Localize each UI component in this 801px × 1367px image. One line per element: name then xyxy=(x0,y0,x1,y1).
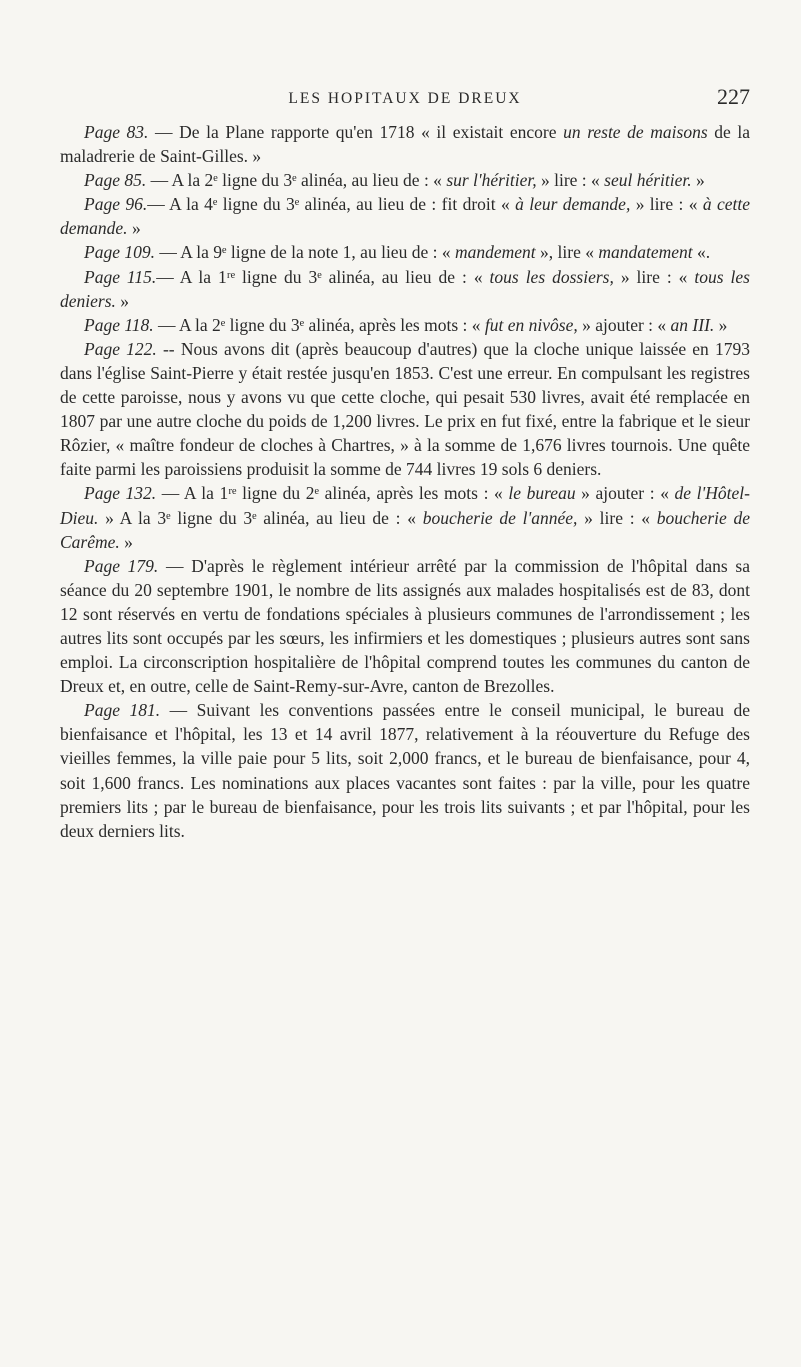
erratum-page-109: Page 109. — A la 9ᵉ ligne de la note 1, au lieu de : « mandement », lire « mandatement «. xyxy=(84,242,711,263)
erratum-page-179: Page 179. — D'après le règlement intérieur arrêté par la commission de l'hôpital dans sa séance du 20 septembre 1901, le nombre de lits assignés aux malades hospitalisés est de 83, dont 12 sont réservés en vertu de fondations spéciales à plusieurs communes de l'arrondissement ; les autres lits sont occupés par les sœurs, les infirmiers et les domestiques ; plusieurs autres sont sans emploi. La circonscription hospitalière de l'hôpital comprend toutes les communes du canton de Dreux et, en outre, celle de Saint-Remy-sur-Avre, canton de Brezolles. xyxy=(60,555,750,697)
erratum-page-132: Page 132. — A la 1ʳᵉ ligne du 2ᵉ alinéa, après les mots : « le bureau » ajouter : « de l'Hôtel-Dieu. » A la 3ᵉ ligne du 3ᵉ alinéa, au lieu de : « boucherie de l'année, » lire : « boucherie de Carême. » xyxy=(60,483,751,552)
page-reference: Page 118. xyxy=(84,314,154,335)
erratum-page-181: Page 181. — Suivant les conventions passées entre le conseil municipal, le bureau de bienfaisance et l'hôpital, les 13 et 14 avril 1877, relativement à la réouverture du Refuge des vieilles femmes, la ville paie pour 5 lits, soit 2,000 francs, et le bureau de bienfaisance, pour 4, soit 1,600 francs. Les nominations aux places vacantes sont faites : par la ville, pour les quatre premiers lits ; par le bureau de bienfaisance, pour les trois lits suivants ; et par l'hôpital, pour les deux derniers lits. xyxy=(60,700,750,841)
erratum-page-118: Page 118. — A la 2ᵉ ligne du 3ᵉ alinéa, après les mots : « fut en nivôse, » ajouter : « an III. » xyxy=(84,314,728,335)
erratum-page-85: Page 85. — A la 2ᵉ ligne du 3ᵉ alinéa, au lieu de : « sur l'héritier, » lire : « seul héritier. » xyxy=(84,170,705,191)
page-header xyxy=(60,84,750,114)
page-reference: Page 83. xyxy=(84,122,149,142)
page-reference: Page 85. xyxy=(84,170,147,191)
page-reference: Page 132. xyxy=(84,483,157,504)
page-reference: Page 96. xyxy=(84,194,148,215)
page-reference: Page 179. xyxy=(84,555,159,576)
page-reference: Page 115. xyxy=(84,266,157,287)
erratum-page-122: Page 122. -- Nous avons dit (après beaucoup d'autres) que la cloche unique laissée en 1793 dans l'église Saint-Pierre y était restée jusqu'en 1853. C'est une erreur. En compulsant les registres de cette paroisse, nous y avons vu que cette cloche, qui pesait 530 livres, avait été remplacée en 1807 par une autre cloche du poids de 1,200 livres. Le prix en fut fixé, entre la fabrique et le sieur Rôzier, « maître fondeur de cloches à Chartres, » à la somme de 1,676 livres tournois. Une quête faite parmi les paroissiens produisit la somme de 744 livres 19 sols 6 deniers. xyxy=(60,338,750,480)
page-reference: Page 109. xyxy=(84,242,155,263)
erratum-page-115: Page 115.— A la 1ʳᵉ ligne du 3ᵉ alinéa, au lieu de : « tous les dossiers, » lire : « tous les deniers. » xyxy=(60,266,750,311)
errata-text xyxy=(60,120,750,843)
erratum-page-96: Page 96.— A la 4ᵉ ligne du 3ᵉ alinéa, au lieu de : fit droit « à leur demande, » lire : « à cette demande. » xyxy=(60,194,750,239)
running-title: LES HOPITAUX DE DREUX xyxy=(288,90,522,107)
page-reference: Page 181. xyxy=(84,700,161,721)
page-reference: Page 122. xyxy=(84,338,157,359)
page-number: 227 xyxy=(717,84,750,109)
erratum-page-83: Page 83. — De la Plane rapporte qu'en 1718 « il existait encore un reste de maisons de la maladrerie de Saint-Gilles. » xyxy=(60,122,750,167)
